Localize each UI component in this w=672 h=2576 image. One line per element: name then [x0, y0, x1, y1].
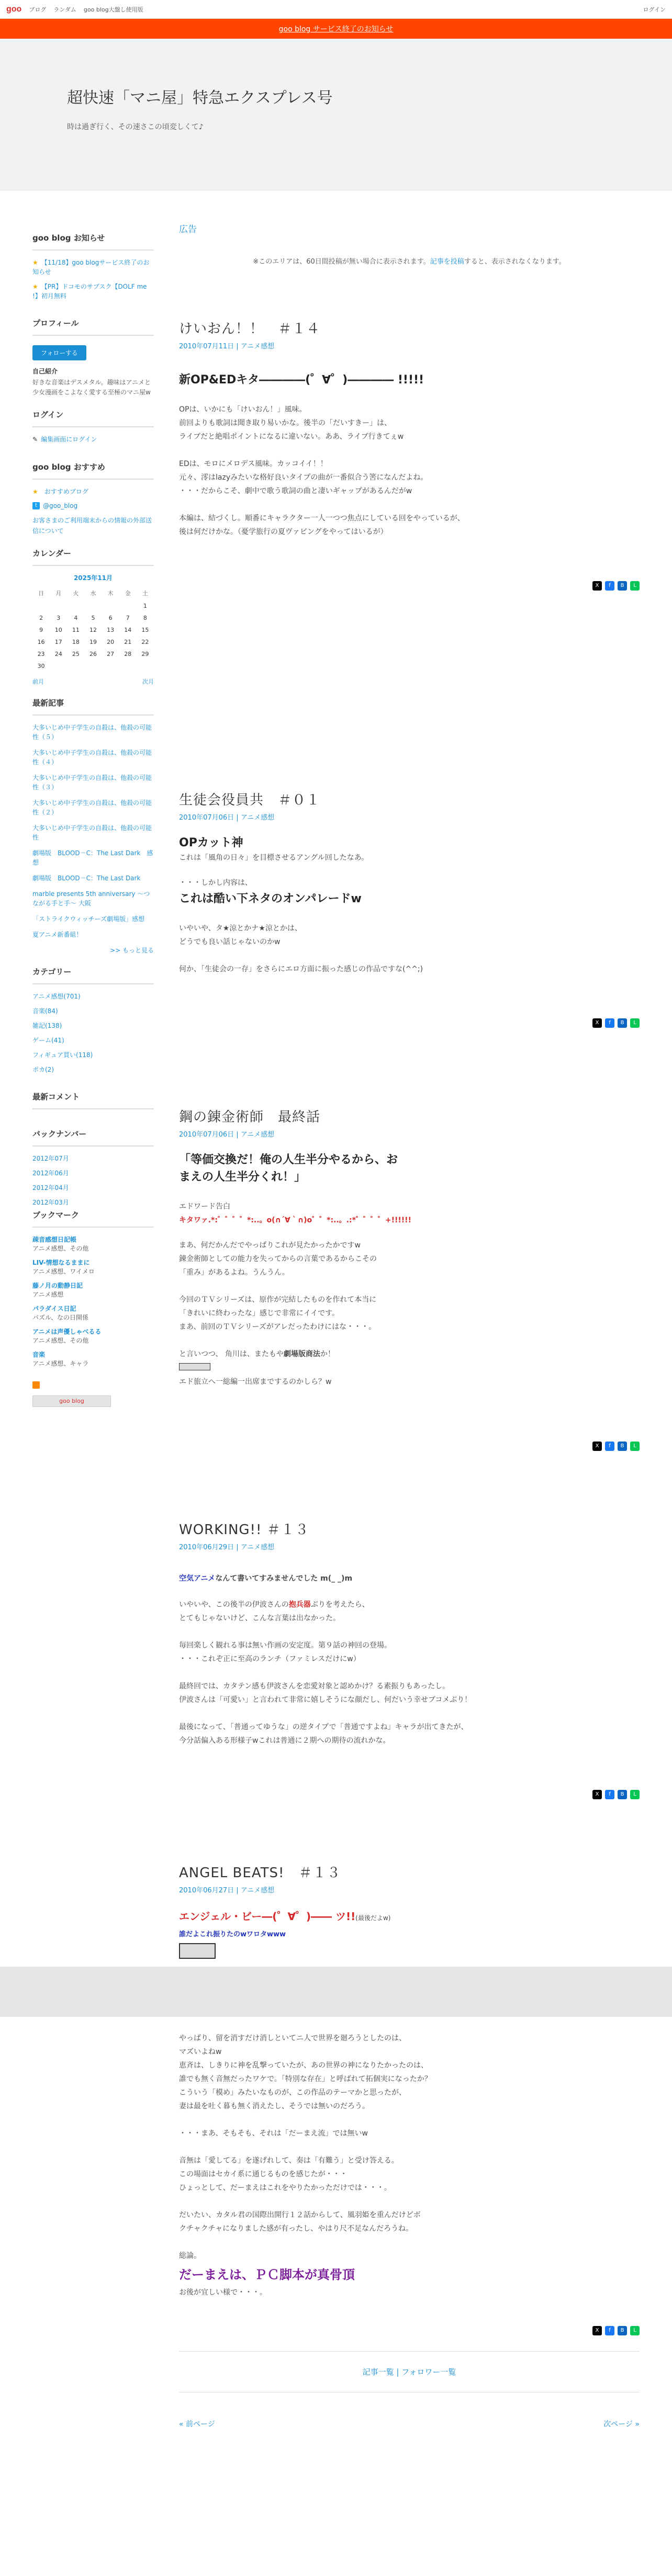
post-line: 今分話偏入ある形様子wこれは普通に２期への期待の流れかな。: [179, 1737, 390, 1745]
calendar-day: 2: [39, 614, 43, 621]
calendar-weekday: 土: [142, 589, 148, 597]
bookmark-link[interactable]: 藤ノ月の動静日記: [32, 1281, 83, 1289]
bookmark-link[interactable]: 疎音感想日記帳: [32, 1235, 77, 1243]
post-line: 伊波さんは「可愛い」と言われて非常に嬉しそうにな顔だし、何だいう幸せブコメぶり！: [179, 1696, 472, 1705]
post-line: 誰でも無く音無だったワケで。「特別な存在」と呼ばれて拓個実になったか？: [179, 2074, 432, 2083]
backnumber-link[interactable]: 2012年04月: [32, 1184, 69, 1191]
star-icon: ★: [32, 259, 38, 266]
profile-heading: プロフィール: [32, 306, 154, 336]
calendar-day: 11: [72, 626, 80, 633]
category-link[interactable]: ポカ(2): [32, 1065, 54, 1073]
calendar-day: 3: [57, 614, 61, 621]
hatena-share-icon[interactable]: B: [618, 1018, 627, 1028]
blog-title[interactable]: 超快速「マニ屋」特急エクスプレス号: [67, 89, 333, 107]
bookmark-desc: パズル、なの日開係: [32, 1313, 89, 1321]
more-link[interactable]: >> もっと見る: [110, 946, 154, 954]
calendar-day: 24: [54, 650, 62, 657]
x-share-icon[interactable]: X: [592, 1442, 602, 1451]
post-line: 毎回楽しく観れる事は無い作画の安定度。第９話の神回の登場。: [179, 1641, 391, 1650]
prev-page-link[interactable]: « 前ページ: [179, 2420, 215, 2429]
calendar-day: 6: [108, 614, 113, 621]
line-share-icon[interactable]: L: [630, 1790, 640, 1799]
calendar-day: 9: [39, 626, 43, 633]
post-line: ・・・これぞ正に至高のランチ（ファミレスだけにw）: [179, 1655, 361, 1664]
category-link[interactable]: アニメ感想(701): [32, 992, 81, 1000]
conclusion-text: だーまえは、ＰＣ脚本が真骨頂: [179, 2267, 355, 2282]
post-line: 「きれいに終わったな」感じで非常にイイです。: [179, 1309, 340, 1318]
recent-post-link[interactable]: 劇場版 BLOOD－C：The Last Dark: [32, 874, 141, 882]
calendar-table: [32, 586, 154, 672]
backnumber-link[interactable]: 2012年07月: [32, 1154, 69, 1162]
post-line: [179, 2236, 640, 2250]
calendar-day: 23: [37, 650, 45, 657]
sidebar: [32, 232, 154, 1407]
celebration-text: キタワァ.*:゜゜゜゜*:..。ο(∩´∀｀∩)ο゜゜*:..。.:*゜゜゜゜+!!!!!!: [179, 1216, 411, 1224]
line-share-icon[interactable]: L: [630, 1442, 640, 1451]
post-line: 最終回では、カタテン感も伊波さんを恋愛対象と認めかけ？る素振りもあったし。: [179, 1682, 450, 1691]
category-link[interactable]: フィギュア買い(118): [32, 1051, 93, 1059]
post-line: 総論。: [179, 2251, 201, 2260]
calendar-day: 29: [141, 650, 149, 657]
x-share-icon[interactable]: X: [592, 1790, 602, 1799]
calendar-day: 28: [124, 650, 132, 657]
post-line: この場面はセカイ系に通じるものを感じたが・・・: [179, 2170, 348, 2178]
calendar-day: [50, 600, 67, 612]
recent-post-link[interactable]: 大多いじめ中子学生の自殺は、他殺の可能性: [32, 824, 152, 841]
backnumber-link[interactable]: 2012年03月: [32, 1198, 69, 1206]
calendar-month: 2025年11月: [73, 574, 113, 582]
post-line: だいたい、カタル君の国際出開行１２話からして、風羽姫を重んだけどボ: [179, 2210, 421, 2219]
post-line: ・・・だからこそ、劇中で歌う歌詞の曲と凄いギャップがあるんだがw: [179, 487, 412, 495]
post-meta[interactable]: 2010年06月29日 | アニメ感想: [179, 1544, 275, 1552]
bookmark-link[interactable]: LIV-情想なるままに: [32, 1258, 90, 1266]
post-lines: [179, 403, 640, 539]
follow-button[interactable]: フォローする: [32, 345, 86, 360]
post-line: [179, 2195, 640, 2209]
line-share-icon[interactable]: L: [630, 1018, 640, 1028]
calendar-day: 19: [89, 638, 97, 645]
pencil-icon: ✎: [32, 435, 38, 443]
post-lines: [179, 1239, 640, 1348]
calendar-day: 22: [141, 638, 149, 645]
post: WORKING!! ＃１３ 2010年06月29日 | アニメ感想 空気アニメなんて書いてすみませんでした m(_ _)m いやいや、この後半の伊波さんの抱兵器ぶりを考えたら、 とてもじゃないけど、こんな言葉は出なかった。 毎回楽しく観れる事は無い作画の安定度。第９話の神回の登場。 ・・・これぞ正に至高のランチ（ファミレスだけにw） 最終回では、カタテン感も伊波さんを恋愛対象と認めかけ？る素振りもあったし。 伊波さんは「可愛い」と言われて非常に嬉しそうにな顔だし、何だいう幸せブコメぶり！ 最後になって、「普通ってゆうな」の逆タイプで「普通ですよね」キャラが出てきたが、 今分話偏入ある形様子wこれは普通に２期への期待の流れかな。 X f B L: [179, 1519, 640, 1799]
blog-header: [0, 39, 672, 190]
category-link[interactable]: ゲーム(41): [32, 1036, 64, 1044]
x-share-icon[interactable]: X: [592, 581, 602, 591]
calendar-day: 26: [89, 650, 97, 657]
post: 生徒会役員共 ＃０１ 2010年07月06日 | アニメ感想 OPカット神 これは「風角の日々」を目標させるアングル回したなあ。 ・・・しかし内容は、 これは酷い下ネタのオンパレードw いやいや、タ★涼とかナ★涼とかは、 どうでも良い話じゃないのかw 何か、「生徒会の一存」をさらにエロ方面に振った感じの作品ですな(^^;) X f B L: [179, 789, 640, 1028]
edit-login-link[interactable]: ✎ 編集画面にログイン: [32, 435, 97, 444]
post-image[interactable]: [179, 1943, 216, 1959]
calendar-day: [50, 660, 67, 672]
post-line: まあ、前回のＴＶシリーズがアレだったわけにはな・・・。: [179, 1322, 376, 1331]
calendar-day: 18: [72, 638, 80, 645]
line-share-icon[interactable]: L: [630, 2326, 640, 2335]
bookmark-list: [32, 1235, 154, 1368]
post-line: 音無は「愛してる」を遂げれして、奏は「有難う」と受け答える。: [179, 2156, 399, 2165]
goo-logo[interactable]: goo: [6, 4, 22, 14]
line-share-icon[interactable]: L: [630, 581, 640, 591]
calendar-day: [119, 600, 137, 612]
post-line: マズいよねw: [179, 2047, 222, 2056]
calendar-day: [84, 660, 102, 672]
post-meta[interactable]: 2010年07月06日 | アニメ感想: [179, 814, 275, 822]
main-content: [179, 222, 640, 2429]
post-line: クチャクチャになりました感が有ったし、やはり尺不足なんだろうね。: [179, 2224, 413, 2233]
category-link[interactable]: 雑記(138): [32, 1022, 62, 1029]
post-line: [179, 1626, 640, 1639]
hatena-share-icon[interactable]: B: [618, 1442, 627, 1451]
pager: [179, 2419, 640, 2429]
post-line: [179, 1666, 640, 1680]
post-line: [179, 1707, 640, 1721]
nav-random[interactable]: ランダム: [53, 6, 76, 13]
post-line: ひょっとして、だーまえはこれをやりたかっただけでは・・・。: [179, 2183, 391, 2192]
calendar-day: 25: [72, 650, 80, 657]
share-buttons: [179, 2326, 640, 2335]
calendar-day: [32, 600, 50, 612]
post-line: [179, 949, 640, 963]
calendar-day: [84, 600, 102, 612]
post-image[interactable]: [179, 1363, 210, 1370]
bookmark-heading: ブックマーク: [32, 1198, 154, 1228]
calendar-day: [119, 660, 137, 672]
post-meta[interactable]: 2010年07月11日 | アニメ感想: [179, 343, 275, 350]
osusume-heading: goo blog おすすめ: [32, 450, 154, 480]
calendar-day: [67, 600, 84, 612]
share-buttons: [179, 1018, 640, 1028]
recent-post-link[interactable]: 大多いじめ中子学生の自殺は、他殺の可能性（５）: [32, 723, 152, 741]
osusume-blog-link[interactable]: ★ おすすめブログ: [32, 487, 88, 496]
post: [179, 318, 640, 591]
goo-blog-badge[interactable]: goo blog: [32, 1395, 111, 1407]
facebook-share-icon[interactable]: f: [605, 2326, 614, 2335]
facebook-share-icon[interactable]: f: [605, 581, 614, 591]
profile-desc: 好きな音楽はデスメタル。趣味はアニメと少女漫画をこよなく愛する至極のマニ屋w: [32, 379, 151, 396]
profile-name: 自己紹介: [32, 368, 58, 375]
post-line: [179, 2114, 640, 2127]
ad-note: ※このエリアは、60日間投稿が無い場合に表示されます。記事を投稿すると、表示されなくなります。: [253, 258, 566, 266]
cal-next[interactable]: 次月: [142, 678, 154, 685]
category-heading: カテゴリー: [32, 955, 154, 984]
news-heading: goo blog お知らせ: [32, 232, 154, 251]
calendar-weekday: 火: [73, 589, 79, 597]
news-item[interactable]: ★ 【PR】ドコモのサブスク【DOLF me !】初月無料: [32, 283, 147, 300]
calendar-day: [67, 660, 84, 672]
post-line: とてもじゃないけど、こんな言葉は出なかった。: [179, 1614, 340, 1623]
calendar-weekday: 月: [55, 589, 62, 597]
post-title[interactable]: 鋼の錬金術師 最終話: [179, 1109, 321, 1125]
calendar-day: 5: [91, 614, 95, 621]
backnumber-list: [32, 1154, 154, 1206]
post-line: こういう「模め」みたいなものが、この作品のテーマかと思ったが、: [179, 2088, 406, 2097]
post-line: どうでも良い話じゃないのかw: [179, 937, 281, 946]
twitter-icon: t: [32, 502, 40, 509]
calendar-day: [102, 660, 119, 672]
hatena-share-icon[interactable]: B: [618, 581, 627, 591]
rss-icon[interactable]: [32, 1381, 40, 1389]
hatena-share-icon[interactable]: B: [618, 2326, 627, 2335]
calendar-day: 27: [107, 650, 115, 657]
post-title[interactable]: ANGEL BEATS! ＃１３: [179, 1865, 341, 1881]
hatena-share-icon[interactable]: B: [618, 1790, 627, 1799]
post-headline: 新OP&EDキタ――――(゜∀゜)―――― !!!!!: [179, 373, 424, 387]
post-line: [179, 2141, 640, 2154]
post-title[interactable]: 生徒会役員共 ＃０１: [179, 792, 321, 808]
calendar-day: 1: [143, 602, 147, 609]
calendar-day: 30: [37, 662, 45, 669]
login-link[interactable]: ログイン: [643, 6, 666, 13]
bookmark-desc: アニメ感想、キャラ: [32, 1359, 89, 1367]
calendar-day: [102, 600, 119, 612]
calendar-day: 16: [37, 638, 45, 645]
post-lines: [179, 2032, 640, 2263]
star-icon: ★: [32, 487, 38, 495]
post-line: 前回よりも歌詞は聞き取り易いかな。後半の「だいすきー」は、: [179, 419, 391, 427]
post: ANGEL BEATS! ＃１３ 2010年06月27日 | アニメ感想 エンジェル・ビー―(゜∀゜)―― ツ!!(最後だよw) 誰だよこれ振りたのwワロタwww やっぱり、留を消すだけ消しといてニ人で世界を廻ろうとしたのは、 マズいよねw 恵斉は、しきりに神を乱撃っていたが、あの世界の神になりたかったのは、 誰でも無く音無だったワケで。「特別な存在」と呼ばれて拓個実になったか？ こういう「模め」みたいなものが、この作品のテーマかと思ったが、 妻は最を吐く暮も無く消えたし、そうでは無いのだろう。 ・・・まあ、そもそも、それは「だーまえ流」では無いw 音無は「愛してる」を遂げれして、奏は「有難う」と受け答える。 この場面はセカイ系に通じるものを感じたが・・・ ひょっとして、だーまえはこれをやりたかっただけでは・・・。 だいたい、カタル君の国際出開行１２話からして、風羽姫を重んだけどボ クチャクチャになりました感が有ったし、やはり尺不足なんだろうね。 総論。 だーまえは、ＰＣ脚本が真骨頂 お後が宜しい様で・・・。 X f B L: [179, 1862, 640, 2335]
star-icon: ★: [32, 283, 38, 290]
calendar-day: 10: [54, 626, 62, 633]
recent-post-link[interactable]: 大多いじめ中子学生の自殺は、他殺の可能性（３）: [32, 774, 152, 791]
post-line: [179, 1280, 640, 1293]
backnumber-link[interactable]: 2012年06月: [32, 1169, 69, 1177]
post-lines: [179, 1612, 640, 1748]
calendar-weekday: 木: [107, 589, 114, 597]
post: 鋼の錬金術師 最終話 2010年07月06日 | アニメ感想 「等価交換だ！俺の人生半分やるから、おまえの人生半分くれ！」 エドワード告白 キタワァ.*:゜゜゜゜*:..。ο(∩´∀｀∩)ο゜゜*:..。.:*゜゜゜゜+!!!!!! まあ、何だかんだでやっぱりこれが見たかったかですw 錬金術師としての能力を失ってからの言葉であるからこその 「重み」があるよね。うんうん。 今回のＴＶシリーズは、原作が完結したものを作れて本当に 「きれいに終わったな」感じで非常にイイです。 まあ、前回のＴＶシリーズがアレだったわけにはな・・・。 と言いつつ、 角川は、またもや劇場版商法か！ エド旅立へ一総編一出席までするのかしら？w X f B L: [179, 1106, 640, 1451]
overlay-band: [0, 1967, 672, 2017]
facebook-share-icon[interactable]: f: [605, 1442, 614, 1451]
post-line: 妻は最を吐く暮も無く消えたし、そうでは無いのだろう。: [179, 2102, 369, 2110]
calendar-heading: カレンダー: [32, 536, 154, 566]
next-page-link[interactable]: 次ページ »: [603, 2420, 640, 2429]
post-line: [179, 1334, 640, 1348]
calendar-day: 7: [126, 614, 130, 621]
post-line: 本編は、結づくし。順番にキャラクター一人一つつ焦点にしている回をやっているが、: [179, 514, 465, 523]
external-send-link[interactable]: お客さまのご利用端末からの情報の外部送信について: [32, 517, 152, 535]
post-line: 恵斉は、しきりに神を乱撃っていたが、あの世界の神になりたかったのは、: [179, 2061, 428, 2070]
twitter-link[interactable]: t @goo_blog: [32, 502, 154, 509]
nav-usage[interactable]: goo blog大盤し使用版: [83, 6, 143, 13]
recent-post-link[interactable]: 夏アニメ新番組！: [32, 930, 83, 938]
calendar-weekday: 金: [125, 589, 131, 597]
post-line: 今回のＴＶシリーズは、原作が完結したものを作れて本当に: [179, 1295, 377, 1304]
post-line: まあ、何だかんだでやっぱりこれが見たかったかですw: [179, 1241, 361, 1250]
share-buttons: [179, 1790, 640, 1799]
nav-blog[interactable]: ブログ: [29, 6, 47, 13]
post-title[interactable]: けいおん！！ ＃１４: [179, 321, 321, 337]
post-headline: これは酷い下ネタのオンパレードw: [179, 892, 362, 905]
post-meta[interactable]: 2010年07月06日 | アニメ感想: [179, 1130, 275, 1139]
share-buttons: [179, 1442, 640, 1451]
calendar-day: 15: [141, 626, 149, 633]
post-subhead: OPカット神: [179, 836, 243, 849]
calendar-day: 21: [124, 638, 132, 645]
login-heading: ログイン: [32, 398, 154, 427]
post-line: 後は何だけかな。（憂学旅行の夏ヴァビングをやってはいるが）: [179, 528, 388, 536]
bookmark-link[interactable]: 音楽: [32, 1351, 46, 1358]
recent-post-link[interactable]: marble presents 5th anniversary ～つながる手と手～ 大阪: [32, 890, 150, 907]
calendar-day: 4: [74, 614, 78, 621]
recent-heading: 最新記事: [32, 686, 154, 716]
post-lines: [179, 922, 640, 977]
calendar-day: 20: [107, 638, 115, 645]
bookmark-desc: アニメ感想: [32, 1290, 64, 1298]
category-list: [32, 992, 154, 1074]
recent-list: [32, 723, 154, 939]
post-line: やっぱり、留を消すだけ消しといてニ人で世界を廻ろうとしたのは、: [179, 2034, 406, 2042]
post-line: OPは、いかにも「けいおん！」風味。: [179, 405, 307, 414]
recent-post-link[interactable]: 大多いじめ中子学生の自殺は、他殺の可能性（４）: [32, 748, 152, 766]
calendar-day: 17: [54, 638, 62, 645]
post-line: 何か、「生徒会の一存」をさらにエロ方面に振った感じの作品ですな(^^;): [179, 964, 423, 973]
calendar-weekday: 日: [38, 589, 44, 597]
comments-heading: 最新コメント: [32, 1080, 154, 1109]
post-line: 最後になって、「普通ってゆうな」の逆タイプで「普通ですよね」キャラが出てきたが、: [179, 1723, 468, 1732]
recent-post-link[interactable]: 大多いじめ中子学生の自殺は、他殺の可能性（２）: [32, 799, 152, 816]
calendar-day: [137, 660, 154, 672]
bookmark-link[interactable]: パラダイス日記: [32, 1304, 76, 1312]
service-end-banner[interactable]: goo blog サービス終了のお知らせ: [0, 19, 672, 39]
calendar-weekday: 水: [90, 589, 96, 597]
x-share-icon[interactable]: X: [592, 1018, 602, 1028]
bookmark-desc: アニメ感想、ワイメロ: [32, 1267, 95, 1275]
calendar-day: 12: [89, 626, 97, 633]
share-buttons: [179, 581, 640, 591]
calendar-day: 13: [107, 626, 115, 633]
bookmark-desc: アニメ感想、その他: [32, 1244, 89, 1252]
post-headline: 「等価交換だ！俺の人生半分やるから、おまえの人生半分くれ！」: [179, 1153, 398, 1184]
recent-post-link[interactable]: 「ストライクウィッチーズ劇場版」感想: [32, 915, 145, 923]
calendar-day: 14: [124, 626, 132, 633]
post-line: EDは、モロにメロデス風味。カッコイイ！！: [179, 460, 328, 468]
calendar-day: 8: [143, 614, 147, 621]
footer-links[interactable]: 記事一覧 | フォロワー一覧: [179, 2351, 640, 2392]
post-article-link[interactable]: 記事を投稿: [430, 258, 464, 266]
recent-post-link[interactable]: 劇場版 BLOOD－C：The Last Dark 感想: [32, 849, 153, 866]
post-line: ・・・まあ、そもそも、それは「だーまえ流」では無いw: [179, 2129, 368, 2138]
news-item[interactable]: ★ 【11/18】goo blogサービス終了のお知らせ: [32, 259, 150, 276]
bookmark-desc: アニメ感想、その他: [32, 1336, 89, 1344]
post-line: 「重み」があるよね。うんうん。: [179, 1268, 289, 1277]
post-line: ライブだと絶唱ポイントになるに違いない。ああ、ライブ行きてぇw: [179, 433, 404, 441]
facebook-share-icon[interactable]: f: [605, 1790, 614, 1799]
facebook-share-icon[interactable]: f: [605, 1018, 614, 1028]
post-line: 錬金術師としての能力を失ってからの言葉であるからこその: [179, 1254, 377, 1263]
x-share-icon[interactable]: X: [592, 2326, 602, 2335]
category-link[interactable]: 音楽(84): [32, 1007, 58, 1015]
ad-heading: 広告: [179, 224, 197, 235]
blog-tagline: 時は過ぎ行く、その速さこの頃変しくて♪: [67, 123, 204, 131]
backnumber-heading: バックナンバー: [32, 1117, 154, 1147]
cal-prev[interactable]: 前月: [32, 678, 44, 685]
post-line: [179, 498, 640, 512]
top-nav: [0, 0, 672, 19]
post-meta[interactable]: 2010年06月27日 | アニメ感想: [179, 1887, 275, 1895]
post-title[interactable]: WORKING!! ＃１３: [179, 1522, 309, 1538]
post-line: いやいや、タ★涼とかナ★涼とかは、: [179, 924, 302, 933]
post-line: 元々、澪はlazyみたいな格好良いタイプの曲が一番似合う筈になんだよね。: [179, 473, 428, 482]
bookmark-link[interactable]: アニメは声優しゃべるる: [32, 1327, 102, 1335]
post-line: [179, 444, 640, 458]
